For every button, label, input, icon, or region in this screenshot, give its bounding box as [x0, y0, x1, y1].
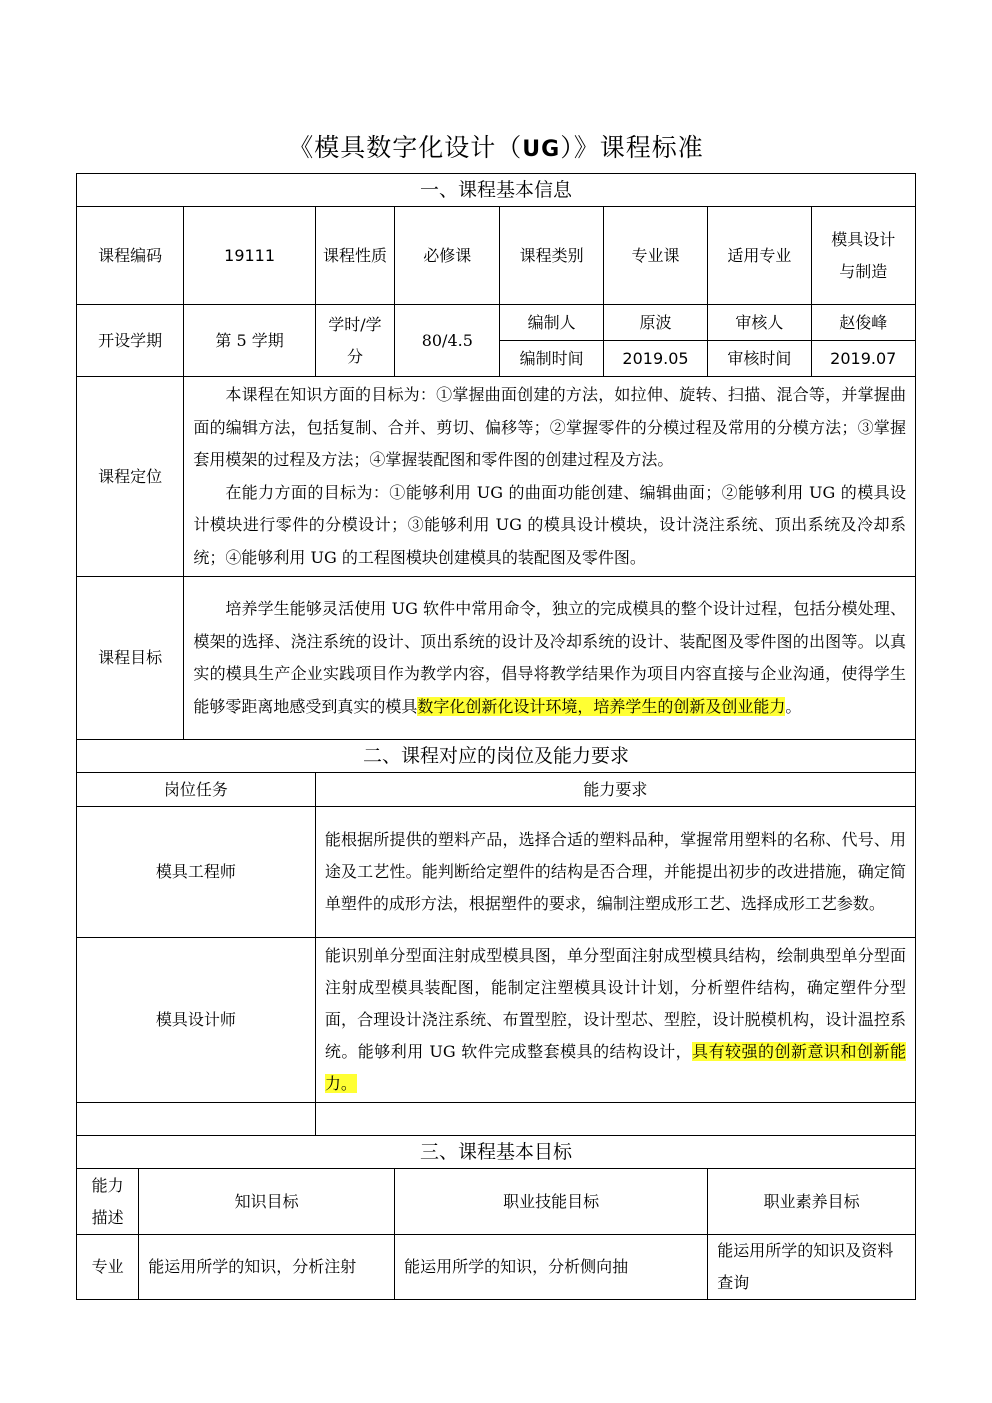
- quality-goal-header: 职业素养目标: [708, 1169, 916, 1235]
- course-category-value: 专业课: [603, 207, 707, 305]
- empty-task-cell: [77, 1103, 316, 1136]
- ability-text: 能识别单分型面注射成型模具图，单分型面注射成型模具结构，绘制典型单分型面注射成型模具装配图，能制定注塑模具设计计划，分析塑件结构，确定塑件分型面，合理设计浇注系统、布置型腔，设计型芯、型腔，设计脱模机构，设计温控系统。能够利用 UG 软件完成整套模具的结构设计，: [324, 946, 906, 1061]
- course-nature-label: 课程性质: [315, 207, 394, 305]
- semester-label: 开设学期: [77, 305, 184, 377]
- ability-text: 能根据所提供的塑料产品，选择合适的塑料品种，掌握常用塑料的名称、代号、用途及工艺性。能判断给定塑件的结构是否合理，并能提出初步的改进措施，确定简单塑件的成形方法，根据塑件的要求，编制注塑成形工艺、选择成形工艺参数。: [324, 830, 906, 913]
- reviewer-label: 审核人: [708, 305, 811, 341]
- ability-requirement-header: 能力要求: [315, 773, 915, 807]
- applicable-major-label: 适用专业: [708, 207, 811, 305]
- edit-time-value: 2019.05: [603, 341, 707, 377]
- job-task-header: 岗位任务: [77, 773, 316, 807]
- course-code-value: 19111: [184, 207, 315, 305]
- review-time-value: 2019.07: [811, 341, 915, 377]
- knowledge-goal-header: 知识目标: [139, 1169, 395, 1235]
- course-positioning-label: 课程定位: [77, 377, 184, 577]
- goal-highlight: 数字化创新化设计环境，培养学生的创新及创业能力: [417, 696, 786, 716]
- ability-description-header: 能力描述: [77, 1169, 139, 1235]
- edit-time-label: 编制时间: [500, 341, 603, 377]
- course-goal-label: 课程目标: [77, 577, 184, 740]
- ability-description-cell: 专业: [77, 1235, 139, 1300]
- course-code-label: 课程编码: [77, 207, 184, 305]
- review-time-label: 审核时间: [708, 341, 811, 377]
- title-ug: UG: [522, 137, 561, 162]
- title-suffix: ）》课程标准: [560, 133, 704, 162]
- applicable-major-value: 模具设计与制造: [811, 207, 915, 305]
- positioning-paragraph-2: 在能力方面的目标为：①能够利用 UG 的曲面功能创建、编辑曲面；②能够利用 UG 的模具设计模块进行零件的分模设计；③能够利用 UG 的模具设计模块，设计浇注系统、顶出系统及冷却系统；④能够利用 UG 的工程图模块创建模具的装配图及零件图。: [193, 482, 906, 567]
- job-task-cell: 模具设计师: [77, 938, 316, 1103]
- hours-credits-label: 学时/学分: [315, 305, 394, 377]
- positioning-paragraph-1: 本课程在知识方面的目标为：①掌握曲面创建的方法，如拉伸、旋转、扫描、混合等，并掌握曲面的编辑方法，包括复制、合并、剪切、偏移等；②掌握零件的分模过程及常用的分模方法；③掌握套用模架的过程及方法；④掌握装配图和零件图的创建过程及方法。: [193, 385, 906, 469]
- semester-value: 第 5 学期: [184, 305, 315, 377]
- section1-heading: 一、课程基本信息: [77, 174, 916, 207]
- course-goal-content: [184, 577, 916, 740]
- reviewer-value: 赵俊峰: [811, 305, 915, 341]
- editor-label: 编制人: [500, 305, 603, 341]
- ability-highlight: 具有较强的创新意识和创新能力。: [324, 1042, 906, 1093]
- goal-text: 培养学生能够灵活使用 UG 软件中常用命令，独立的完成模具的整个设计过程，包括分模处理、模架的选择、浇注系统的设计、顶出系统的设计及冷却系统的设计、装配图及零件图的出图等。以真实的模具生产企业实践项目作为教学内容，倡导将教学结果作为项目内容直接与企业沟通，使得学生能够零距离地感受到真实的模具: [193, 599, 906, 716]
- section2-heading: 二、课程对应的岗位及能力要求: [77, 740, 916, 773]
- hours-credits-value: 80/4.5: [395, 305, 500, 377]
- editor-value: 原波: [603, 305, 707, 341]
- ability-requirement-cell: [315, 807, 915, 938]
- goal-text-end: 。: [785, 696, 802, 716]
- course-category-label: 课程类别: [500, 207, 603, 305]
- job-task-cell: 模具工程师: [77, 807, 316, 938]
- knowledge-goal-cell: 能运用所学的知识，分析注射: [139, 1235, 395, 1300]
- skill-goal-cell: 能运用所学的知识，分析侧向抽: [395, 1235, 708, 1300]
- skill-goal-header: 职业技能目标: [395, 1169, 708, 1235]
- document-title: [0, 128, 992, 164]
- quality-goal-cell: 能运用所学的知识及资料查询: [708, 1235, 916, 1300]
- title-prefix: 《模具数字化设计（: [288, 133, 523, 162]
- course-nature-value: 必修课: [395, 207, 500, 305]
- course-positioning-content: [184, 377, 916, 577]
- empty-ability-cell: [315, 1103, 915, 1136]
- course-standard-table: [76, 173, 916, 1300]
- section3-heading: 三、课程基本目标: [77, 1136, 916, 1169]
- ability-requirement-cell: [315, 938, 915, 1103]
